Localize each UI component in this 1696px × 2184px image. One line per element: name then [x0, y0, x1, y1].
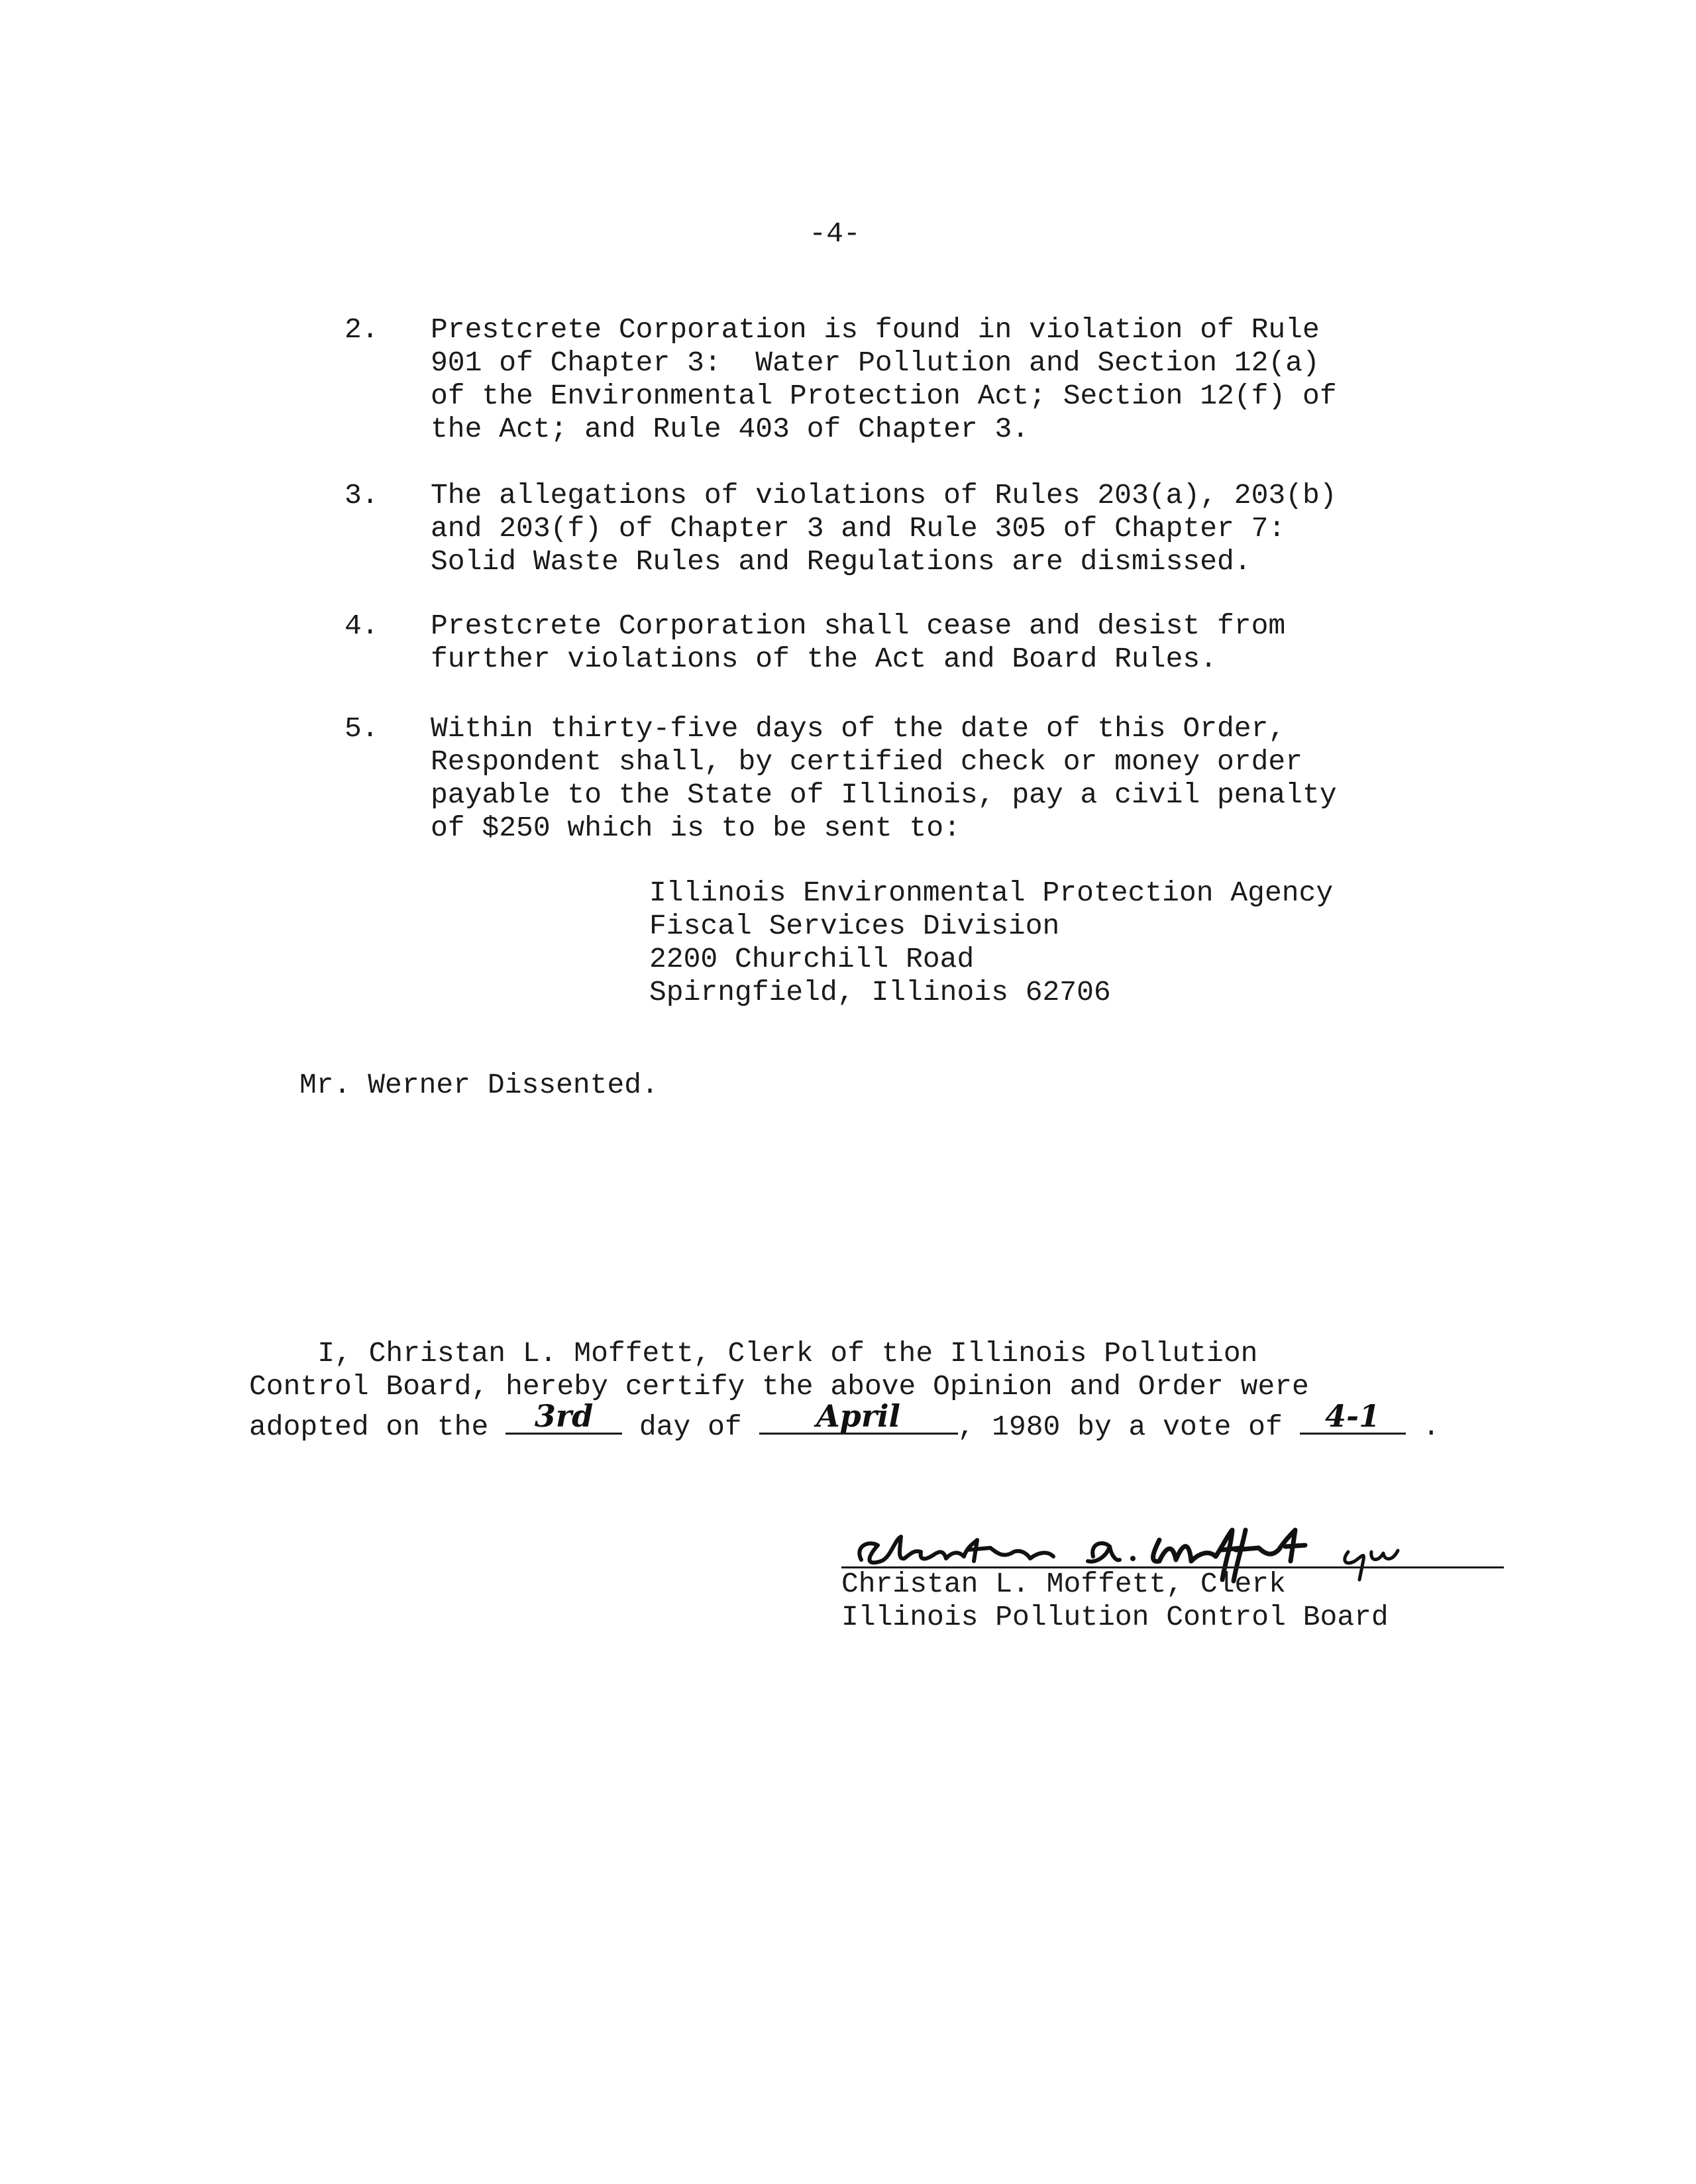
- item-text: [431, 610, 1285, 676]
- page-number: -4-: [809, 217, 861, 250]
- item-line: 901 of Chapter 3: Water Pollution and Section 12(a): [431, 347, 1320, 379]
- signer-organization: Illinois Pollution Control Board: [841, 1601, 1389, 1633]
- certification-line: I, Christan L. Moffett, Clerk of the Illinois Pollution: [249, 1337, 1258, 1370]
- month-handwritten: April: [816, 1398, 901, 1434]
- item-line: Within thirty-five days of the date of this Order,: [431, 712, 1286, 745]
- adoption-mid-1: day of: [622, 1411, 759, 1443]
- item-number: 3.: [344, 479, 379, 512]
- item-line: of $250 which is to be sent to:: [431, 812, 961, 844]
- address-line: 2200 Churchill Road: [649, 943, 975, 975]
- day-blank: [505, 1398, 622, 1435]
- day-handwritten: 3rd: [534, 1398, 594, 1434]
- adoption-mid-2: , 1980 by a vote of: [957, 1411, 1300, 1443]
- certification-line-adoption: [249, 1398, 1440, 1443]
- item-line: and 203(f) of Chapter 3 and Rule 305 of Chapter 7:: [431, 512, 1286, 545]
- payment-address: [649, 877, 1333, 1009]
- item-line: of the Environmental Protection Act; Section 12(f) of: [431, 380, 1337, 412]
- vote-handwritten: 4-1: [1325, 1398, 1381, 1434]
- item-line: the Act; and Rule 403 of Chapter 3.: [431, 413, 1030, 445]
- signer-name: Christan L. Moffett, Clerk: [841, 1568, 1286, 1600]
- item-text: [431, 479, 1337, 578]
- dissent-note: Mr. Werner Dissented.: [299, 1069, 659, 1101]
- item-line: Respondent shall, by certified check or money order: [431, 745, 1303, 778]
- clerk-certification: [249, 1337, 1440, 1443]
- item-line: Solid Waste Rules and Regulations are dismissed.: [431, 545, 1251, 578]
- address-line: Spirngfield, Illinois 62706: [649, 976, 1111, 1009]
- item-number: 4.: [344, 610, 379, 642]
- month-blank: [759, 1398, 958, 1435]
- adoption-prefix: adopted on the: [249, 1411, 506, 1443]
- item-line: Prestcrete Corporation is found in violation of Rule: [431, 313, 1320, 346]
- item-text: [431, 712, 1337, 845]
- item-line: further violations of the Act and Board Rules.: [431, 643, 1217, 675]
- item-number: 5.: [344, 712, 379, 745]
- adoption-suffix: .: [1405, 1411, 1440, 1443]
- address-line: Illinois Environmental Protection Agency: [649, 877, 1334, 909]
- item-text: [431, 313, 1337, 446]
- item-line: payable to the State of Illinois, pay a civil penalty: [431, 779, 1337, 811]
- certification-line: Control Board, hereby certify the above Opinion and Order were: [249, 1370, 1309, 1403]
- item-number: 2.: [344, 313, 379, 346]
- item-line: Prestcrete Corporation shall cease and desist from: [431, 610, 1286, 642]
- vote-blank: [1300, 1398, 1406, 1435]
- address-line: Fiscal Services Division: [649, 910, 1060, 942]
- item-line: The allegations of violations of Rules 203(a), 203(b): [431, 479, 1337, 512]
